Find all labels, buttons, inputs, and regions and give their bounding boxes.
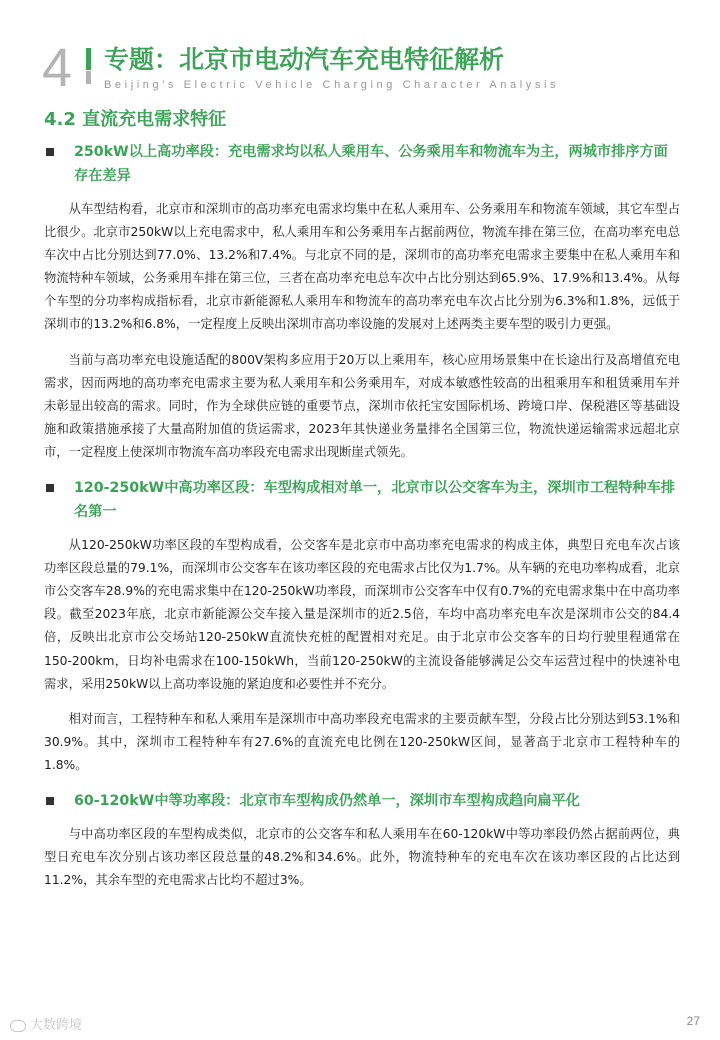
watermark (10, 1014, 82, 1033)
watermark-text: 大数跨境 (30, 1018, 83, 1033)
paragraph: 从车型结构看，北京市和深圳市的高功率充电需求均集中在私人乘用车、公务乘用车和物流车领域，其它车型占比很少。北京市250kW以上充电需求中，私人乘用车和公务乘用车占据前两位，物流车排在第三位，在高功率充电总车次中占比分别达到77.0%、13.2%和7.4%。与北京不同的是，深圳市的高功率充电需求主要集中在私人乘用车和物流特种车领域，公务乘用车排在第三位，三者在高功率充电总车次中占比分别达到65.9%、17.9%和13.4%。从每个车型的分功率构成指标看，北京市新能源私人乘用车和物流车的高功率充电车次占比分别为6.3%和1.8%，远低于深圳市的13.2%和6.8%，一定程度上反映出深圳市高功率设施的发展对上述两类主要车型的吸引力更强。 (44, 202, 680, 332)
bullet-heading-mid-power (44, 789, 680, 813)
bullet-heading-text: 60-120kW中等功率段：北京市车型构成仍然单一，深圳市车型构成趋向扁平化 (74, 792, 580, 809)
chapter-subtitle: Beijing's Electric Vehicle Charging Character Analysis (104, 79, 560, 91)
chapter-number: 4 (42, 38, 73, 98)
paragraph: 与中高功率区段的车型构成类似，北京市的公交客车和私人乘用车在60-120kW中等功率段仍然占据前两位，典型日充电车次分别占该功率区段总量的48.2%和34.6%。此外，物流特种车的充电车次在该功率区段的占比达到11.2%，其余车型的充电需求占比均不超过3%。 (44, 826, 680, 888)
bullet-heading-high-power (44, 140, 680, 188)
main-content (44, 140, 680, 904)
page-number: 27 (686, 1014, 700, 1028)
chapter-title: 专题：北京市电动汽车充电特征解析 (104, 45, 505, 74)
section-title: 4.2 直流充电需求特征 (44, 109, 227, 130)
chapter-accent-bar-gray (86, 71, 91, 84)
paragraph: 当前与高功率充电设施适配的800V架构多应用于20万以上乘用车，核心应用场景集中在长途出行及高增值充电需求，因而两地的高功率充电需求主要为私人乘用车和公务乘用车，对成本敏感性较高的出租乘用车和租赁乘用车并未彰显出较高的需求。同时，作为全球供应链的重要节点，深圳市依托宝安国际机场、跨境口岸、保税港区等基础设施和政策措施承接了大量高附加值的货运需求，2023年其快递业务量排名全国第三位，物流快递运输需求远超北京市，一定程度上使深圳市物流车高功率段充电需求出现断崖式领先。 (44, 352, 680, 459)
chapter-accent-bar (86, 48, 91, 70)
bullet-square-icon (46, 797, 54, 805)
chat-bubble-icon (10, 1020, 26, 1032)
bullet-square-icon (46, 148, 54, 156)
chapter-header (42, 40, 682, 96)
paragraph: 从120-250kW功率区段的车型构成看，公交客车是北京市中高功率充电需求的构成主体，典型日充电车次占该功率区段总量的79.1%，而深圳市公交客车在该功率区段的充电需求占比仅为1.7%。从车辆的充电功率构成看，北京市公交客车28.9%的充电需求集中在120-250kW功率段，而深圳市公交客车中仅有0.7%的充电需求集中在中高功率段。截至2023年底，北京市新能源公交车接入量是深圳市的近2.5倍，车均中高功率充电车次是深圳市公交的84.4倍，反映出北京市公交场站120-250kW直流快充桩的配置相对充足。由于北京市公交客车的日均行驶里程通常在150-200km，日均补电需求在100-150kWh，当前120-250kW的主流设备能够满足公交车运营过程中的快速补电需求，采用250kW以上高功率设施的紧迫度和必要性并不充分。 (44, 538, 680, 691)
bullet-heading-text: 120-250kW中高功率区段：车型构成相对单一，北京市以公交客车为主，深圳市工程特种车排名第一 (74, 480, 675, 521)
bullet-heading-text: 250kW以上高功率段：充电需求均以私人乘用车、公务乘用车和物流车为主，两城市排序方面存在差异 (74, 144, 668, 184)
bullet-square-icon (46, 484, 54, 492)
paragraph: 相对而言，工程特种车和私人乘用车是深圳市中高功率段充电需求的主要贡献车型，分段占比分别达到53.1%和30.9%。其中，深圳市工程特种车有27.6%的直流充电比例在120-250kW区间，显著高于北京市工程特种车的1.8%。 (44, 711, 680, 772)
bullet-heading-mid-high-power (44, 476, 680, 524)
